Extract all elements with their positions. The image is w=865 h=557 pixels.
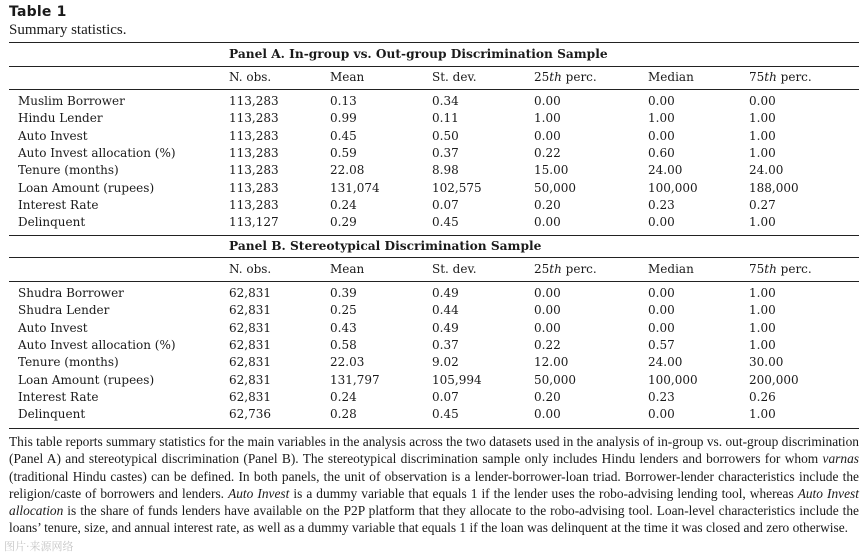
col-header-st-dev: St. dev.: [432, 262, 477, 276]
cell-median: 0.00: [648, 94, 675, 108]
cell-p75: 1.00: [749, 320, 776, 335]
cell-median: 0.60: [648, 145, 675, 160]
cell-median: 0.00: [648, 128, 675, 143]
cell-mean: 0.43: [330, 320, 357, 335]
panel-a-header-rule: [9, 89, 859, 90]
col-header-75th: 75th perc.: [749, 70, 812, 84]
cell-median: 0.23: [648, 389, 675, 404]
row-label: Interest Rate: [18, 197, 99, 212]
cell-n-obs: 62,831: [229, 303, 271, 318]
panel-a-title-rule: [9, 66, 859, 67]
row-label: Delinquent: [18, 407, 86, 422]
table-row: [0, 372, 865, 389]
table-row: [0, 389, 865, 406]
cell-median: 0.57: [648, 337, 675, 352]
cell-n-obs: 113,283: [229, 197, 279, 212]
row-label: Interest Rate: [18, 389, 99, 404]
cell-p25: 0.00: [534, 407, 561, 422]
panel-b-title: Panel B. Stereotypical Discrimination Sample: [229, 239, 542, 253]
cell-mean: 0.99: [330, 111, 357, 126]
notes-varnas: varnas: [822, 451, 859, 467]
cell-n-obs: 113,283: [229, 180, 279, 195]
cell-n-obs: 113,283: [229, 94, 279, 108]
row-label: Shudra Lender: [18, 303, 110, 318]
panel-b-header-row: [0, 261, 865, 278]
cell-p75: 1.00: [749, 337, 776, 352]
cell-p25: 0.00: [534, 94, 561, 108]
notes-auto-invest-allocation: Auto Invest allocation: [9, 485, 859, 519]
cell-p25: 0.00: [534, 215, 561, 230]
cell-mean: 131,797: [330, 372, 380, 387]
cell-st-dev: 0.50: [432, 128, 459, 143]
cell-n-obs: 62,736: [229, 407, 271, 422]
row-label: Auto Invest: [18, 320, 88, 335]
table-row: [0, 93, 865, 110]
notes-auto-invest: Auto Invest: [228, 485, 290, 501]
table-row: [0, 214, 865, 231]
cell-n-obs: 113,283: [229, 111, 279, 126]
cell-n-obs: 113,127: [229, 215, 279, 230]
cell-mean: 0.25: [330, 303, 357, 318]
top-rule: [9, 42, 859, 43]
cell-st-dev: 105,994: [432, 372, 482, 387]
cell-p75: 1.00: [749, 111, 776, 126]
cell-p75: 1.00: [749, 407, 776, 422]
cell-p75: 0.26: [749, 389, 776, 404]
cell-n-obs: 62,831: [229, 372, 271, 387]
cell-st-dev: 8.98: [432, 163, 459, 178]
cell-st-dev: 0.07: [432, 389, 459, 404]
cell-mean: 0.28: [330, 407, 357, 422]
cell-mean: 0.45: [330, 128, 357, 143]
table-row: [0, 337, 865, 354]
cell-mean: 0.24: [330, 389, 357, 404]
col-header-median: Median: [648, 70, 694, 84]
cell-n-obs: 62,831: [229, 320, 271, 335]
cell-mean: 0.24: [330, 197, 357, 212]
cell-st-dev: 0.44: [432, 303, 459, 318]
cell-n-obs: 62,831: [229, 286, 271, 300]
cell-st-dev: 0.11: [432, 111, 459, 126]
panel-b-header-rule: [9, 281, 859, 282]
cell-median: 1.00: [648, 111, 675, 126]
cell-st-dev: 0.37: [432, 145, 459, 160]
row-label: Tenure (months): [18, 163, 119, 178]
table-row: [0, 197, 865, 214]
cell-mean: 0.39: [330, 286, 357, 300]
cell-mean: 0.29: [330, 215, 357, 230]
cell-mean: 0.58: [330, 337, 357, 352]
notes-text-4: is the share of funds lenders have available on the P2P platform that they allocate to the robo-advising tool. Loan-level characteristics include the loans’ tenure, size, and annual interest rate, as well as a dummy variable that equals 1 if the loan was delinquent at the time it was closed and zero otherwise.: [9, 503, 859, 536]
cell-n-obs: 62,831: [229, 355, 271, 370]
cell-n-obs: 113,283: [229, 163, 279, 178]
cell-p25: 1.00: [534, 111, 561, 126]
cell-mean: 0.59: [330, 145, 357, 160]
cell-p25: 0.00: [534, 128, 561, 143]
cell-p25: 0.00: [534, 286, 561, 300]
table-row: [0, 406, 865, 423]
cell-median: 100,000: [648, 180, 698, 195]
row-label: Shudra Borrower: [18, 286, 124, 300]
cell-p75: 0.00: [749, 94, 776, 108]
cell-n-obs: 113,283: [229, 145, 279, 160]
cell-n-obs: 62,831: [229, 337, 271, 352]
cell-median: 0.23: [648, 197, 675, 212]
cell-st-dev: 0.34: [432, 94, 459, 108]
cell-median: 24.00: [648, 355, 683, 370]
table-row: [0, 302, 865, 319]
cell-p25: 0.22: [534, 145, 561, 160]
cell-p75: 1.00: [749, 303, 776, 318]
table-row: [0, 110, 865, 127]
cell-p25: 50,000: [534, 372, 576, 387]
col-header-n-obs: N. obs.: [229, 262, 272, 276]
col-header-mean: Mean: [330, 70, 365, 84]
cell-mean: 0.13: [330, 94, 357, 108]
table-row: [0, 145, 865, 162]
col-header-25th: 25th perc.: [534, 70, 597, 84]
col-header-mean: Mean: [330, 262, 365, 276]
row-label: Hindu Lender: [18, 111, 103, 126]
watermark: 图片·来源网络: [4, 540, 74, 553]
cell-p75: 30.00: [749, 355, 784, 370]
notes-text-2: (traditional Hindu castes) can be defined. In both panels, the unit of observation is a lender-borrower-loan triad. Borrower-lender characteristics include the religion/caste of borrowers and lenders.: [9, 468, 859, 501]
cell-p25: 50,000: [534, 180, 576, 195]
cell-n-obs: 113,283: [229, 128, 279, 143]
cell-mean: 131,074: [330, 180, 380, 195]
row-label: Muslim Borrower: [18, 94, 125, 108]
cell-p75: 0.27: [749, 197, 776, 212]
cell-mean: 22.08: [330, 163, 365, 178]
panel-b-top-rule: [9, 235, 859, 236]
col-header-st-dev: St. dev.: [432, 70, 477, 84]
table-row: [0, 162, 865, 179]
table-label: Table 1: [9, 4, 67, 20]
cell-p75: 200,000: [749, 372, 799, 387]
panel-a-header-row: [0, 69, 865, 86]
cell-mean: 22.03: [330, 355, 365, 370]
cell-st-dev: 0.07: [432, 197, 459, 212]
cell-p25: 0.20: [534, 389, 561, 404]
row-label: Auto Invest allocation (%): [18, 145, 176, 160]
cell-p25: 15.00: [534, 163, 569, 178]
panel-b-title-rule: [9, 257, 859, 258]
col-header-25th: 25th perc.: [534, 262, 597, 276]
table-row: [0, 285, 865, 302]
cell-p75: 188,000: [749, 180, 799, 195]
row-label: Auto Invest: [18, 128, 88, 143]
notes-text-1: This table reports summary statistics for the main variables in the analysis across the two datasets used in the analysis of in-group vs. out-group discrimination (Panel A) and stereotypical discrimination (Panel B). The stereotypical discrimination sample only includes Hindu lenders and borrowers for whom: [9, 434, 859, 467]
col-header-n-obs: N. obs.: [229, 70, 272, 84]
cell-st-dev: 0.37: [432, 337, 459, 352]
table-row: [0, 320, 865, 337]
row-label: Tenure (months): [18, 355, 119, 370]
cell-p75: 1.00: [749, 215, 776, 230]
row-label: Loan Amount (rupees): [18, 372, 155, 387]
row-label: Loan Amount (rupees): [18, 180, 155, 195]
cell-p25: 0.20: [534, 197, 561, 212]
table-row: [0, 354, 865, 371]
cell-p25: 0.00: [534, 320, 561, 335]
cell-median: 0.00: [648, 286, 675, 300]
table-notes: [9, 433, 859, 537]
cell-p75: 24.00: [749, 163, 784, 178]
cell-p75: 1.00: [749, 145, 776, 160]
cell-median: 24.00: [648, 163, 683, 178]
cell-median: 0.00: [648, 320, 675, 335]
cell-p75: 1.00: [749, 128, 776, 143]
cell-st-dev: 0.45: [432, 215, 459, 230]
panel-a-title: Panel A. In-group vs. Out-group Discrimination Sample: [229, 47, 608, 61]
bottom-rule: [9, 428, 859, 429]
notes-text-3: is a dummy variable that equals 1 if the lender uses the robo-advising lending tool, whereas: [289, 485, 798, 501]
cell-p25: 0.00: [534, 303, 561, 318]
cell-st-dev: 0.45: [432, 407, 459, 422]
cell-p25: 0.22: [534, 337, 561, 352]
table-caption: Summary statistics.: [9, 22, 127, 38]
col-header-75th: 75th perc.: [749, 262, 812, 276]
cell-n-obs: 62,831: [229, 389, 271, 404]
col-header-median: Median: [648, 262, 694, 276]
cell-median: 0.00: [648, 303, 675, 318]
row-label: Delinquent: [18, 215, 86, 230]
cell-median: 100,000: [648, 372, 698, 387]
row-label: Auto Invest allocation (%): [18, 337, 176, 352]
table-row: [0, 180, 865, 197]
cell-median: 0.00: [648, 215, 675, 230]
cell-st-dev: 0.49: [432, 286, 459, 300]
cell-st-dev: 9.02: [432, 355, 459, 370]
table-row: [0, 128, 865, 145]
cell-st-dev: 102,575: [432, 180, 482, 195]
cell-median: 0.00: [648, 407, 675, 422]
cell-st-dev: 0.49: [432, 320, 459, 335]
cell-p25: 12.00: [534, 355, 569, 370]
cell-p75: 1.00: [749, 286, 776, 300]
